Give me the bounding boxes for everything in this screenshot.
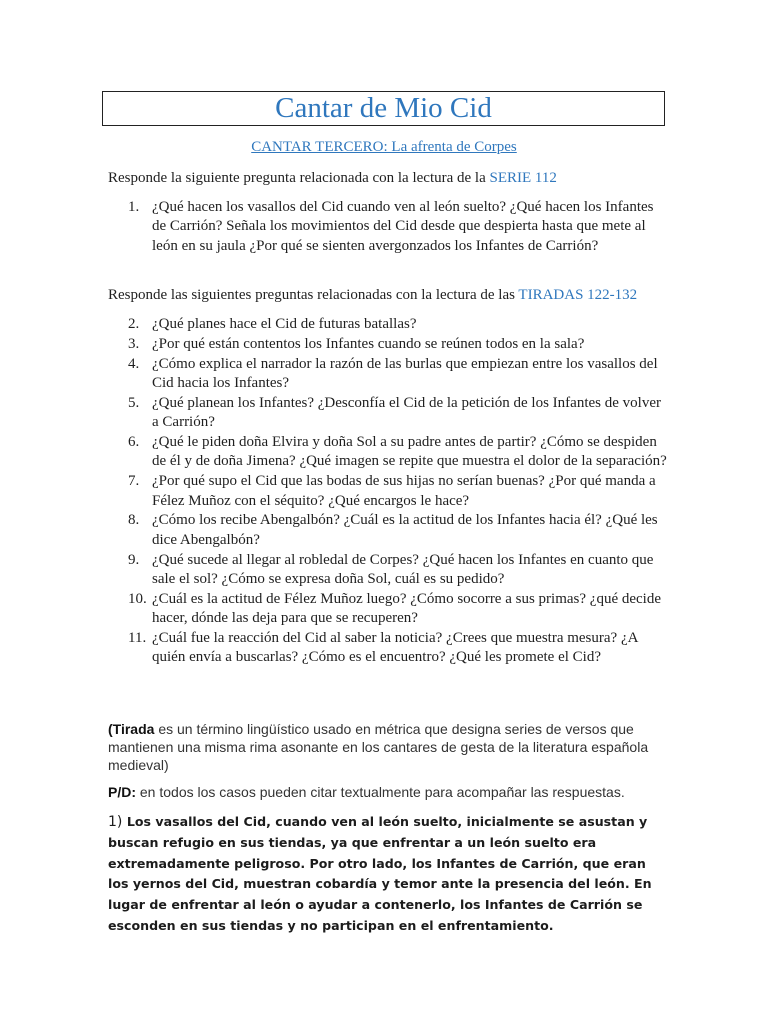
question-text: ¿Qué planean los Infantes? ¿Desconfía el Cid de la petición de los Infantes de volver a Carrión? <box>152 394 661 431</box>
question-number: 2. <box>128 316 140 332</box>
question-text: ¿Qué planes hace el Cid de futuras batallas? <box>152 316 417 332</box>
answer-paragraph <box>108 812 663 937</box>
question-list-1 <box>108 198 668 256</box>
list-item <box>108 315 668 334</box>
question-number: 7. <box>128 473 140 490</box>
tirada-note-bold: (Tirada <box>108 721 155 737</box>
question-text: ¿Cuál es la actitud de Félez Muñoz luego? ¿Cómo socorre a sus primas? ¿qué decide hacer, dónde las deja para que se recuperen? <box>152 590 661 627</box>
pd-note-bold: P/D: <box>108 784 136 800</box>
list-item <box>108 472 668 511</box>
question-number: 8. <box>128 512 140 529</box>
tirada-note <box>108 720 668 774</box>
question-text: ¿Cuál fue la reacción del Cid al saber la noticia? ¿Crees que muestra mesura? ¿A quién envía a buscarlas? ¿Cómo es el encuentro? ¿Qué les promete el Cid? <box>152 630 638 666</box>
question-number: 4. <box>128 355 140 372</box>
pd-note-text: en todos los casos pueden citar textualmente para acompañar las respuestas. <box>136 784 625 800</box>
question-number: 6. <box>128 434 140 450</box>
intro-serie-text: Responde la siguiente pregunta relacionada con la lectura de la <box>108 170 490 186</box>
question-text: ¿Qué hacen los vasallos del Cid cuando ven al león suelto? ¿Qué hacen los Infantes de Carrión? Señala los movimientos del Cid desde que despierta hasta que mete al león en su jaula ¿Por qué se sienten avergonzados los Infantes de Carrión? <box>152 199 654 254</box>
list-item <box>108 355 668 394</box>
question-text: ¿Por qué están contentos los Infantes cuando se reúnen todos en la sala? <box>152 335 585 352</box>
question-number: 3. <box>128 335 140 352</box>
question-number: 11. <box>128 630 147 647</box>
question-list-2 <box>108 315 668 668</box>
question-text: ¿Qué le piden doña Elvira y doña Sol a su padre antes de partir? ¿Cómo se despiden de él y de doña Jimena? ¿Qué imagen se repite que muestra el dolor de la separación? <box>152 434 667 470</box>
answer-text: Los vasallos del Cid, cuando ven al león suelto, inicialmente se asustan y buscan refugio en sus tiendas, ya que enfrentar a un león suelto era extremadamente peligroso. Por otro lado, los Infantes de Carrión, que eran los yernos del Cid, muestran cobardía y temor ante la presencia del león. En lugar de enfrentar al león o ayudar a contenerlo, los Infantes de Carrión se esconden en sus tiendas y no participan en el enfrentamiento. <box>108 814 652 933</box>
question-text: ¿Qué sucede al llegar al robledal de Corpes? ¿Qué hacen los Infantes en cuanto que sale el sol? ¿Cómo se expresa doña Sol, cuál es su pedido? <box>152 551 654 588</box>
list-item <box>108 198 668 256</box>
question-text: ¿Por qué supo el Cid que las bodas de sus hijas no serían buenas? ¿Por qué manda a Félez Muñoz con el séquito? ¿Qué encargos le hace? <box>152 473 656 509</box>
list-item <box>108 335 668 354</box>
question-number: 10. <box>128 590 147 607</box>
question-number: 5. <box>128 394 140 411</box>
question-number: 9. <box>128 551 140 568</box>
list-item <box>108 551 668 590</box>
intro-tiradas-highlight: TIRADAS 122-132 <box>518 287 638 303</box>
list-item <box>108 433 668 472</box>
intro-serie <box>108 169 557 188</box>
title-box <box>102 91 665 126</box>
list-item <box>108 511 668 550</box>
answer-number: 1) <box>108 814 127 830</box>
pd-note <box>108 783 668 801</box>
list-item <box>108 590 668 629</box>
question-number: 1. <box>128 199 140 215</box>
intro-tiradas-text: Responde las siguientes preguntas relacionadas con la lectura de las <box>108 287 519 303</box>
intro-serie-highlight: SERIE 112 <box>489 170 557 186</box>
page-title: Cantar de Mio Cid <box>275 92 492 124</box>
question-text: ¿Cómo explica el narrador la razón de las burlas que empiezan entre los vasallos del Cid hacia los Infantes? <box>152 355 658 391</box>
intro-tiradas <box>108 286 637 305</box>
question-text: ¿Cómo los recibe Abengalbón? ¿Cuál es la actitud de los Infantes hacia él? ¿Qué les dice Abengalbón? <box>152 512 658 548</box>
tirada-note-text: es un término lingüístico usado en métrica que designa series de versos que mantienen una misma rima asonante en los cantares de gesta de la literatura española medieval) <box>108 721 649 773</box>
list-item <box>108 629 668 668</box>
subtitle-link[interactable]: CANTAR TERCERO: La afrenta de Corpes <box>251 139 517 155</box>
list-item <box>108 394 668 433</box>
